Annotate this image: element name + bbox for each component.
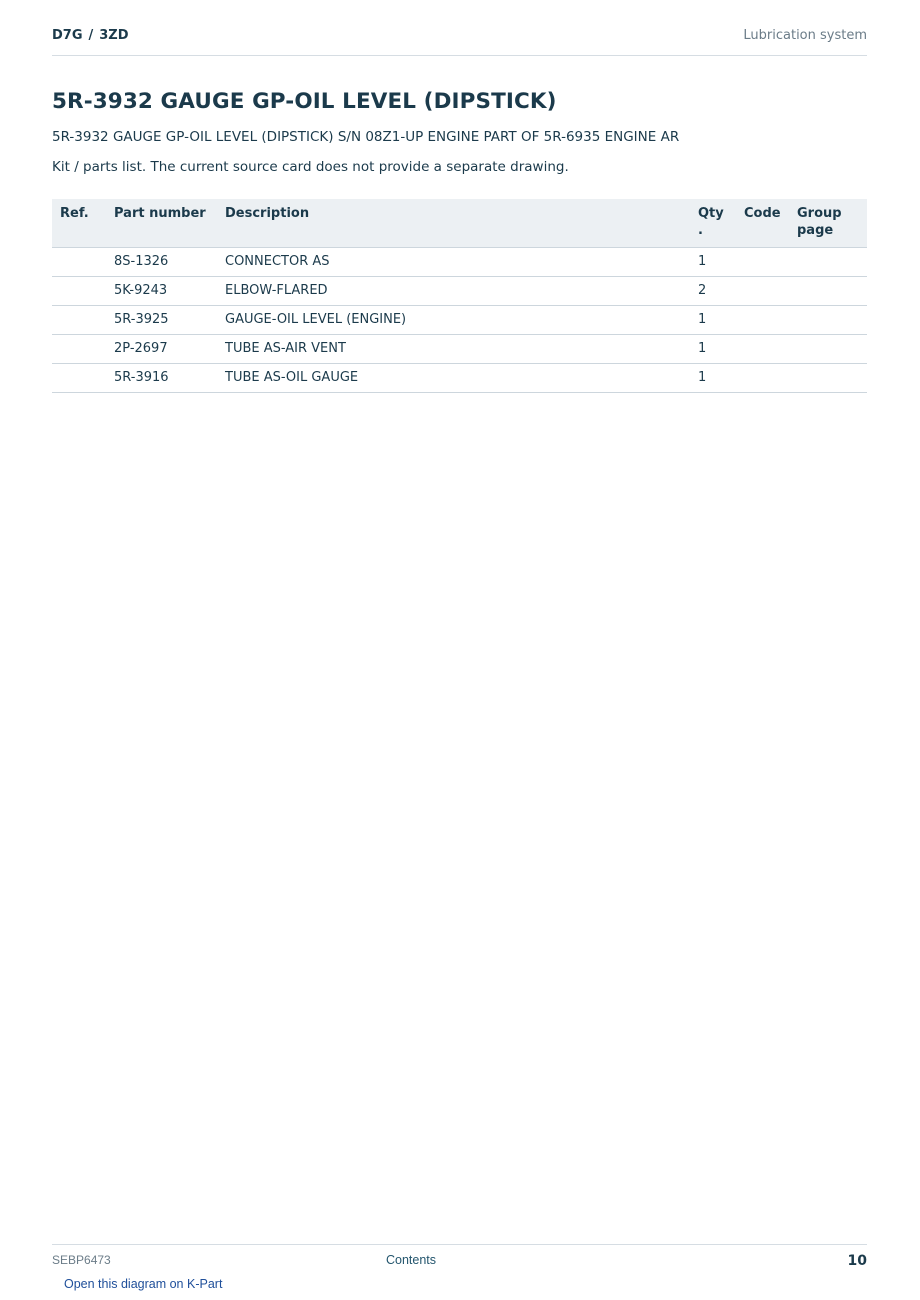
breadcrumb-serial-prefix: 3ZD xyxy=(99,28,129,43)
cell-qty: 1 xyxy=(690,335,736,364)
col-group-page: Group page xyxy=(789,199,867,248)
source-note: Kit / parts list. The current source card does not provide a separate drawing. xyxy=(52,159,569,175)
breadcrumb-model: D7G xyxy=(52,28,83,43)
page-header xyxy=(52,28,867,56)
cell-part-number: 5R-3925 xyxy=(106,306,217,335)
col-code: Code xyxy=(736,199,789,248)
open-kpart-link[interactable]: Open this diagram on K-Part xyxy=(64,1277,223,1291)
cell-group-page xyxy=(789,248,867,277)
page-footer xyxy=(52,1244,867,1291)
cell-part-number: 2P-2697 xyxy=(106,335,217,364)
cell-ref xyxy=(52,335,106,364)
table-row xyxy=(52,364,867,393)
col-ref: Ref. xyxy=(52,199,106,248)
cell-description: CONNECTOR AS xyxy=(217,248,690,277)
parts-table-header xyxy=(52,199,867,248)
cell-description: ELBOW-FLARED xyxy=(217,277,690,306)
table-row xyxy=(52,277,867,306)
cell-code xyxy=(736,248,789,277)
contents-link[interactable]: Contents xyxy=(386,1253,437,1267)
cell-group-page xyxy=(789,335,867,364)
cell-group-page xyxy=(789,306,867,335)
cell-group-page xyxy=(789,364,867,393)
cell-ref xyxy=(52,306,106,335)
col-description: Description xyxy=(217,199,690,248)
section-name: Lubrication system xyxy=(743,28,867,43)
page-subtitle: 5R-3932 GAUGE GP-OIL LEVEL (DIPSTICK) S/N 08Z1-UP ENGINE PART OF 5R-6935 ENGINE AR xyxy=(52,129,680,145)
col-part-number: Part number xyxy=(106,199,217,248)
parts-table-body xyxy=(52,248,867,393)
cell-code xyxy=(736,335,789,364)
page-number: 10 xyxy=(847,1253,867,1269)
cell-qty: 2 xyxy=(690,277,736,306)
cell-description: TUBE AS-OIL GAUGE xyxy=(217,364,690,393)
cell-qty: 1 xyxy=(690,248,736,277)
cell-group-page xyxy=(789,277,867,306)
col-qty: Qty . xyxy=(690,199,736,248)
cell-part-number: 5K-9243 xyxy=(106,277,217,306)
breadcrumb xyxy=(52,28,129,43)
cell-code xyxy=(736,277,789,306)
cell-code xyxy=(736,364,789,393)
table-row xyxy=(52,306,867,335)
cell-description: TUBE AS-AIR VENT xyxy=(217,335,690,364)
cell-ref xyxy=(52,364,106,393)
cell-part-number: 5R-3916 xyxy=(106,364,217,393)
table-row xyxy=(52,335,867,364)
cell-qty: 1 xyxy=(690,364,736,393)
document-id: SEBP6473 xyxy=(52,1253,111,1267)
cell-qty: 1 xyxy=(690,306,736,335)
cell-code xyxy=(736,306,789,335)
breadcrumb-separator: / xyxy=(88,28,94,43)
cell-ref xyxy=(52,248,106,277)
table-row xyxy=(52,248,867,277)
header-row xyxy=(52,199,867,248)
page-title: 5R-3932 GAUGE GP-OIL LEVEL (DIPSTICK) xyxy=(52,89,557,114)
parts-table xyxy=(52,199,867,393)
cell-part-number: 8S-1326 xyxy=(106,248,217,277)
cell-description: GAUGE-OIL LEVEL (ENGINE) xyxy=(217,306,690,335)
cell-ref xyxy=(52,277,106,306)
